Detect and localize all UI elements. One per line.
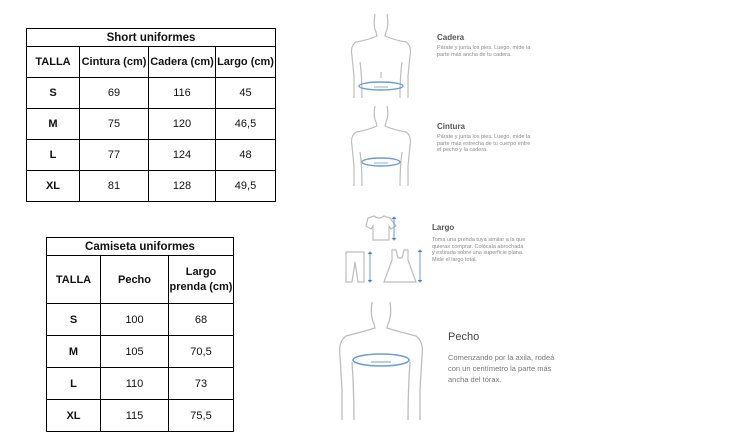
table-cell: 48 — [216, 140, 276, 171]
table-cell: 116 — [149, 78, 216, 109]
table-cell: 124 — [149, 140, 216, 171]
guide-pecho-title: Pecho — [448, 331, 480, 343]
guide-largo-title: Largo — [432, 223, 455, 232]
table-row — [47, 336, 234, 368]
short-header-largo: Largo (cm) — [216, 47, 276, 78]
shirt-size-table — [46, 237, 234, 432]
table-cell: 70,5 — [169, 336, 234, 368]
table-cell: 69 — [80, 78, 149, 109]
table-cell: 128 — [149, 171, 216, 202]
shirt-header-largo: Largo prenda (cm) — [169, 256, 234, 304]
table-cell: 81 — [80, 171, 149, 202]
table-row — [27, 171, 276, 202]
short-header-talla: TALLA — [27, 47, 80, 78]
guide-cintura-title: Cintura — [437, 122, 465, 131]
table-cell: 68 — [169, 304, 234, 336]
shirt-header-pecho: Pecho — [101, 256, 169, 304]
table-row — [27, 109, 276, 140]
size-label: L — [27, 140, 80, 171]
torso-hip-figure — [346, 12, 416, 100]
guide-cadera-desc: Párate y junta los pies. Luego, mide la parte más ancha de tu cadera. — [437, 45, 531, 58]
table-cell: 75 — [80, 109, 149, 140]
shirt-header-talla: TALLA — [47, 256, 101, 304]
table-row — [47, 368, 234, 400]
guide-cintura-desc: Párate y junta los pies. Luego, mide la parte más estrecha de tu cuerpo entre el pecho y la cadera. — [437, 134, 531, 153]
table-cell: 105 — [101, 336, 169, 368]
size-label: XL — [27, 171, 80, 202]
table-cell: 73 — [169, 368, 234, 400]
size-label: XL — [47, 400, 101, 432]
size-label: L — [47, 368, 101, 400]
short-header-cadera: Cadera (cm) — [149, 47, 216, 78]
torso-chest-figure — [332, 300, 430, 422]
size-label: S — [27, 78, 80, 109]
guide-cadera-title: Cadera — [437, 33, 465, 42]
torso-waist-figure — [346, 104, 416, 188]
table-cell: 115 — [101, 400, 169, 432]
short-table-title: Short uniformes — [27, 29, 276, 47]
short-header-cintura: Cintura (cm) — [80, 47, 149, 78]
size-label: M — [27, 109, 80, 140]
table-row — [27, 78, 276, 109]
table-cell: 75,5 — [169, 400, 234, 432]
short-size-table — [26, 28, 276, 202]
size-label: M — [47, 336, 101, 368]
table-cell: 49,5 — [216, 171, 276, 202]
table-cell: 110 — [101, 368, 169, 400]
table-cell: 77 — [80, 140, 149, 171]
garment-length-icons — [342, 212, 422, 286]
table-cell: 45 — [216, 78, 276, 109]
size-label: S — [47, 304, 101, 336]
table-cell: 46,5 — [216, 109, 276, 140]
table-row — [47, 400, 234, 432]
table-row — [27, 140, 276, 171]
shirt-table-title: Camiseta uniformes — [47, 238, 234, 256]
table-cell: 100 — [101, 304, 169, 336]
guide-largo-desc: Toma una prenda tuya similar a la que quieras comprar. Colócala abrochada y estirada sobre una superficie plana. Mide el largo total. — [432, 237, 526, 263]
table-row — [47, 304, 234, 336]
table-cell: 120 — [149, 109, 216, 140]
guide-pecho-desc: Comenzando por la axila, rodeá con un centímetro la parte más ancha del tórax. — [448, 353, 555, 384]
